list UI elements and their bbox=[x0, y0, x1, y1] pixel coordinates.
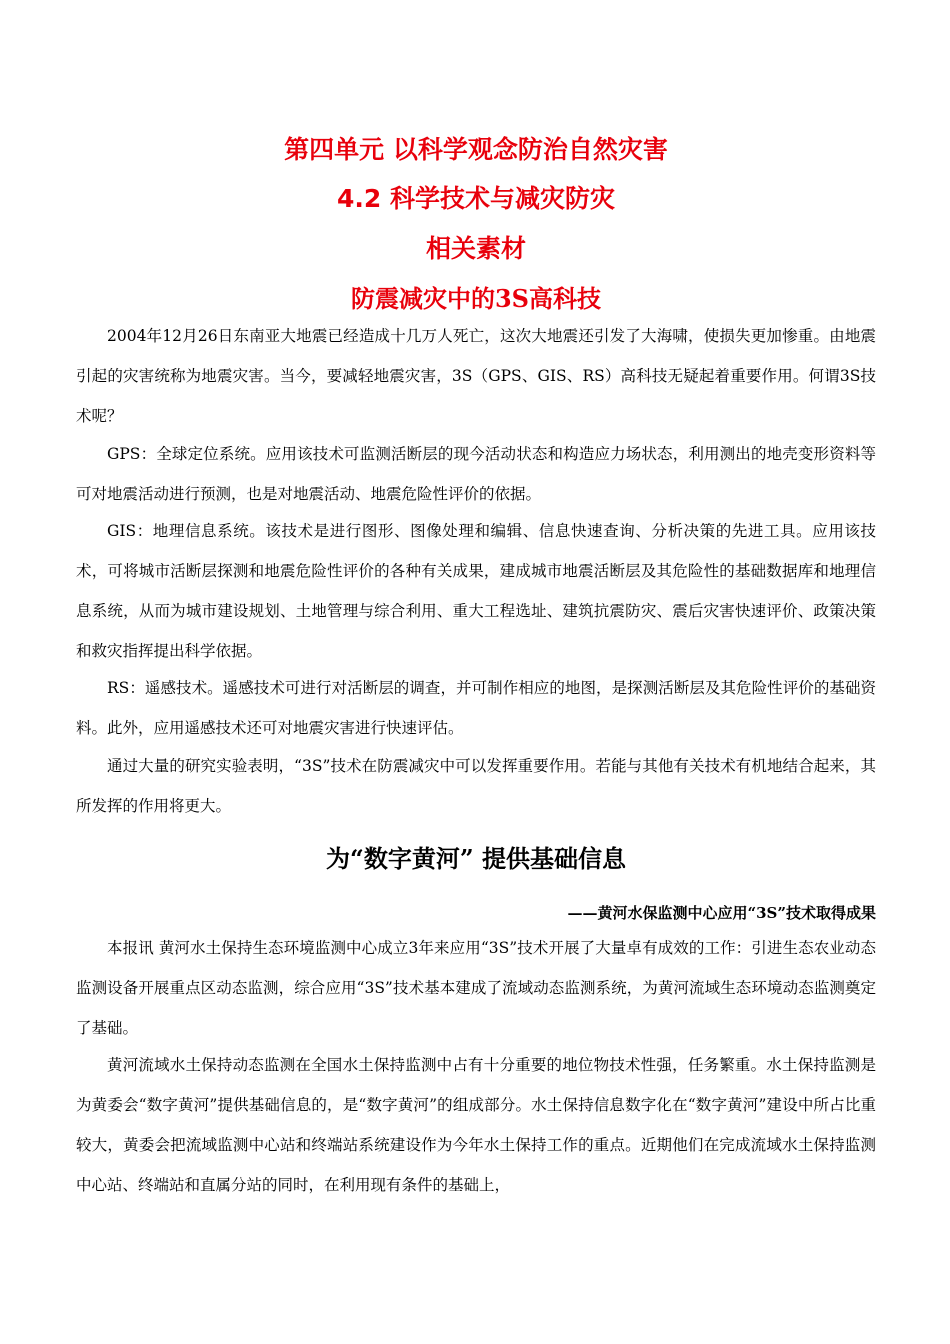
article1-paragraph: 2004年12月26日东南亚大地震已经造成十几万人死亡，这次大地震还引发了大海啸，使损失更加惨重。由地震引起的灾害统称为地震灾害。当今，要减轻地震灾害，3S（GPS、GIS、RS）高科技无疑起着重要作用。何谓3S技术呢？ bbox=[76, 327, 876, 425]
article1-paragraph: 通过大量的研究实验表明，“3S”技术在防震减灾中可以发挥重要作用。若能与其他有关技术有机地结合起来，其所发挥的作用将更大。 bbox=[76, 757, 876, 815]
article1-paragraph: GPS：全球定位系统。应用该技术可监测活断层的现今活动状态和构造应力场状态，利用测出的地壳变形资料等可对地震活动进行预测，也是对地震活动、地震危险性评价的依据。 bbox=[76, 445, 876, 503]
section-title: 4.2 科学技术与减灾防灾 bbox=[337, 184, 615, 213]
article2-paragraph: 黄河流域水土保持动态监测在全国水土保持监测中占有十分重要的地位物技术性强，任务繁重。水土保持监测是为黄委会“数字黄河”提供基础信息的，是“数字黄河”的组成部分。水土保持信息数字化在“数字黄河”建设中所占比重较大，黄委会把流域监测中心站和终端站系统建设作为今年水土保持工作的重点。近期他们在完成流域水土保持监测中心站、终端站和直属分站的同时，在利用现有条件的基础上， bbox=[76, 1056, 876, 1194]
article2-subtitle: ——黄河水保监测中心应用“3S”技术取得成果 bbox=[567, 904, 876, 922]
article2-heading: 为“数字黄河” 提供基础信息 bbox=[326, 844, 626, 873]
article1-heading: 防震减灾中的3S高科技 bbox=[350, 284, 602, 313]
article1-paragraph: GIS：地理信息系统。该技术是进行图形、图像处理和编辑、信息快速查询、分析决策的先进工具。应用该技术，可将城市活断层探测和地震危险性评价的各种有关成果，建成城市地震活断层及其危险性的基础数据库和地理信息系统，从而为城市建设规划、土地管理与综合利用、重大工程选址、建筑抗震防灾、震后灾害快速评价、政策决策和救灾指挥提出科学依据。 bbox=[76, 522, 876, 660]
article1-paragraph: RS：遥感技术。遥感技术可进行对活断层的调查，并可制作相应的地图，是探测活断层及其危险性评价的基础资料。此外，应用遥感技术还可对地震灾害进行快速评估。 bbox=[76, 679, 876, 737]
unit-title: 第四单元 以科学观念防治自然灾害 bbox=[284, 135, 668, 164]
article2-paragraph: 本报讯 黄河水土保持生态环境监测中心成立3年来应用“3S”技术开展了大量卓有成效的工作：引进生态农业动态监测设备开展重点区动态监测，综合应用“3S”技术基本建成了流域动态监测系统，为黄河流域生态环境动态监测奠定了基础。 bbox=[76, 939, 876, 1037]
material-title: 相关素材 bbox=[425, 234, 526, 263]
document-page bbox=[76, 0, 876, 1344]
